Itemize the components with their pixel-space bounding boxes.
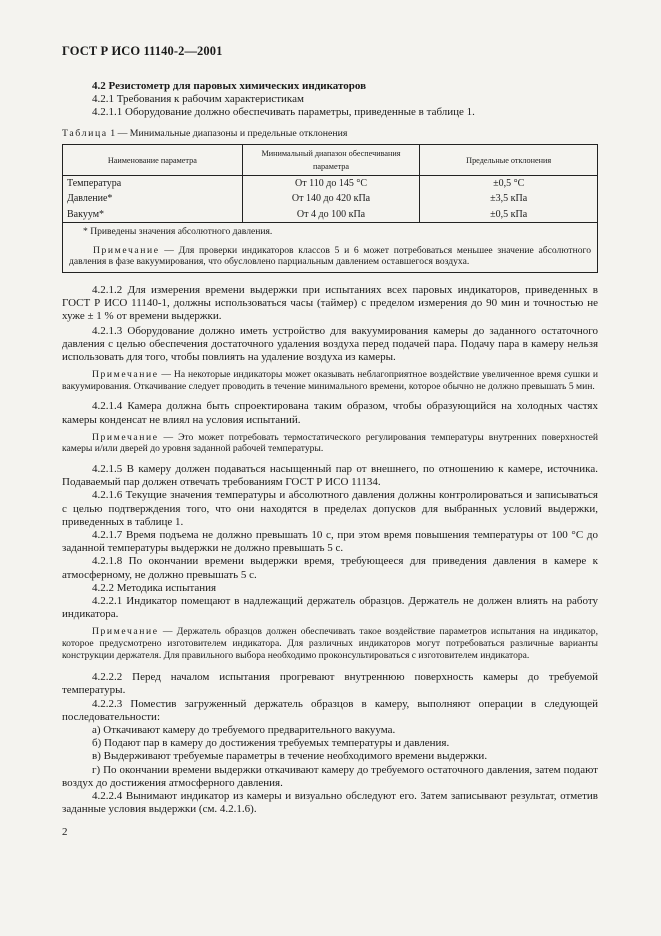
table-row <box>63 191 598 206</box>
paragraph-4-2-1-4: 4.2.1.4 Камера должна быть спроектирована таким образом, чтобы образующийся на холодных частях камеры конденсат не влиял на условия испытаний. <box>62 400 598 426</box>
table-note-label: Примечание <box>93 244 160 256</box>
table-cell: Вакуум* <box>63 207 243 223</box>
note-label: Примечание <box>92 369 159 381</box>
table-cell: ±3,5 кПа <box>420 191 598 206</box>
list-item: г) По окончании времени выдержки откачивают камеру до требуемого остаточного давления, затем подают воздух до достижения атмосферного давления. <box>62 763 598 789</box>
paragraph-4-2-1-2: 4.2.1.2 Для измерения времени выдержки при испытаниях всех паровых индикаторов, приведенных в ГОСТ Р ИСО 11140-1, должны использоваться часы (таймер) с пределом измерения до 90 мин и точностью не хуже ± 1 % от времени выдержки. <box>62 284 598 323</box>
table-caption <box>62 127 598 140</box>
table-header-cell: Минимальный диапазон обеспечивания параметра <box>242 145 420 176</box>
note-text: — Держатель образцов должен обеспечивать такое воздействие параметров испытания на индикатор, которое предусмотрено изготовителем индикатора. Для различных индикаторов могут потребоваться различные варианты конструкции держателя. Для правильного выбора необходимо проконсультироваться с изготовителем индикатора. <box>62 626 598 661</box>
paragraph-4-2-1-1: 4.2.1.1 Оборудование должно обеспечивать параметры, приведенные в таблице 1. <box>92 106 475 119</box>
paragraph-4-2-1-6: 4.2.1.6 Текущие значения температуры и абсолютного давления должны контролироваться и записываться с целью подтверждения того, что они находятся в пределах допусков для выбранных условий выдержки, приведенных в таблице 1. <box>62 489 598 528</box>
table-caption-text: 1 — Минимальные диапазоны и предельные отклонения <box>107 128 348 139</box>
note-2 <box>62 432 598 455</box>
note-text: — На некоторые индикаторы может оказывать неблагоприятное воздействие увеличенное время сушки и вакуумирования. Откачивание следует проводить в течение минимального времени, которое обычно не должно превышать 5 мин. <box>62 369 598 392</box>
table-footer-row <box>63 222 598 272</box>
section-title: 4.2 Резистометр для паровых химических индикаторов <box>92 80 367 92</box>
top-section <box>62 80 598 120</box>
paragraph-4-2-2-3: 4.2.2.3 Поместив загруженный держатель образцов в камеру, выполняют операции в следующей последовательности: <box>62 697 598 723</box>
table-block <box>62 127 598 273</box>
note-3 <box>62 626 598 661</box>
paragraph-4-2-1-8: 4.2.1.8 По окончании времени выдержки время, требующееся для приведения давления в камере к атмосферному, не должно превышать 5 с. <box>62 555 598 581</box>
table-cell: ±0,5 кПа <box>420 207 598 223</box>
note-text: — Это может потребовать термостатического регулирования температуры внутренних поверхностей камеры и/или дверей до уровня заданной рабочей температуры. <box>62 431 598 455</box>
paragraph-4-2-1-7: 4.2.1.7 Время подъема не должно превышать 10 с, при этом время повышения температуры от 100 °С до заданной температуры выдержки не должно превышать 5 с. <box>62 529 598 555</box>
paragraph-4-2-2-1: 4.2.2.1 Индикатор помещают в надлежащий держатель образцов. Держатель не должен влиять на работу индикатора. <box>62 595 598 621</box>
document-header: ГОСТ Р ИСО 11140-2—2001 <box>62 44 223 58</box>
table-header-cell: Наименование параметра <box>63 145 243 176</box>
paragraph-4-2-2-4: 4.2.2.4 Вынимают индикатор из камеры и визуально обследуют его. Затем записывают результат, отметив заданные условия выдержки (см. 4.2.1.6). <box>62 790 598 816</box>
table-note <box>69 245 591 269</box>
table-cell: От 110 до 145 °С <box>242 176 420 192</box>
table-header-cell: Предельные отклонения <box>420 145 598 176</box>
list-item: в) Выдерживают требуемые параметры в течение необходимого времени выдержки. <box>92 750 488 763</box>
subsection-4-2-2: 4.2.2 Методика испытания <box>92 581 217 594</box>
paragraph-4-2-2-2: 4.2.2.2 Перед началом испытания прогревают внутреннюю поверхность камеры до требуемой температуры. <box>62 671 598 697</box>
subsection-4-2-1: 4.2.1 Требования к рабочим характеристикам <box>92 93 304 106</box>
list-item: б) Подают пар в камеру до достижения требуемых температуры и давления. <box>92 737 450 750</box>
table-row <box>63 176 598 192</box>
table-footnote: * Приведены значения абсолютного давления. <box>83 225 273 237</box>
table-cell: Температура <box>63 176 243 192</box>
table-cell: ±0,5 °С <box>420 176 598 192</box>
note-label: Примечание <box>92 431 159 443</box>
main-text <box>62 284 598 816</box>
table-cell: От 4 до 100 кПа <box>242 207 420 223</box>
table-footer <box>63 222 598 272</box>
table-header-row <box>63 145 598 176</box>
table-caption-prefix: Таблица <box>62 128 108 139</box>
parameters-table <box>62 144 598 273</box>
table-note-text: — Для проверки индикаторов классов 5 и 6 может потребоваться меньшее значение абсолютного давления в фазе вакуумирования, что обусловлено парциальным давлением оставшегося воздуха. <box>69 244 591 268</box>
note-label: Примечание <box>92 626 159 638</box>
page-number: 2 <box>62 826 68 838</box>
list-item: а) Откачивают камеру до требуемого предварительного вакуума. <box>92 724 396 737</box>
paragraph-4-2-1-3: 4.2.1.3 Оборудование должно иметь устройство для вакуумирования камеры до заданного остаточного давления с целью обеспечения достаточного удаления воздуха перед подачей пара. Подачу пара в камеру нельзя использовать для того, чтобы повлиять на удаление воздуха из камеры. <box>62 324 598 364</box>
paragraph-4-2-1-5: 4.2.1.5 В камеру должен подаваться насыщенный пар от внешнего, по отношению к камере, источника. Подаваемый пар должен отвечать требованиям ГОСТ Р ИСО 11134. <box>62 463 598 489</box>
table-cell: Давление* <box>63 191 243 206</box>
table-row <box>63 207 598 223</box>
table-cell: От 140 до 420 кПа <box>242 191 420 206</box>
note-1 <box>62 369 598 392</box>
